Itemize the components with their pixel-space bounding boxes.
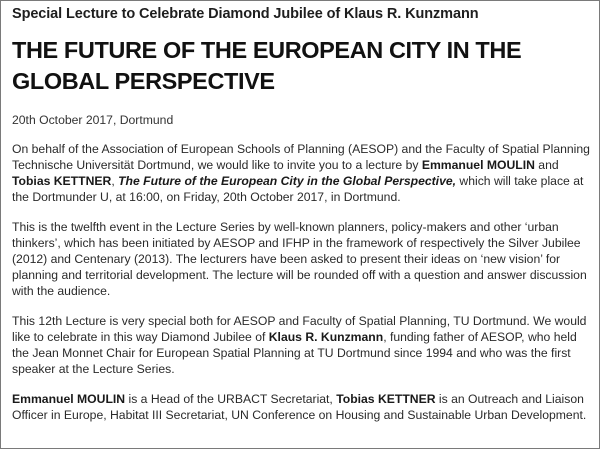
paragraph-text: is a Head of the URBACT Secretariat, [125,392,337,406]
article [12,6,592,423]
speaker-name-moulin: Emmanuel MOULIN [421,158,535,172]
paragraph-text: and [534,158,559,172]
paragraph-text: On behalf of the Association of European Schools of Planning (AESOP) and the Faculty of Spatial Planning Technische Universität Dortmund, we would like to invite you to a lecture by [12,142,590,172]
paragraph-text: which will take place at the Dortmunder U, at 16:00, on Friday, 20th October 2017, in Dortmund. [12,174,584,204]
paragraph-text: , funding father of AESOP, who held the Jean Monnet Chair for European Spatial Planning at TU Dortmund since 1994 and who was the first speaker at the Lecture Series. [12,330,577,376]
speaker-name-kettner: Tobias KETTNER [12,174,112,188]
paragraph-jubilee [12,313,592,377]
article-subheading: Special Lecture to Celebrate Diamond Jubilee of Klaus R. Kunzmann [12,6,479,22]
article-title: THE FUTURE OF THE EUROPEAN CITY IN THE GLOBAL PERSPECTIVE [12,37,522,94]
honoree-name: Klaus R. Kunzmann [268,330,384,344]
speaker-name-moulin: Emmanuel MOULIN [12,392,126,406]
paragraph-speakers [12,391,592,423]
paragraph-invitation [12,141,592,205]
article-dateline: 20th October 2017, Dortmund [12,113,174,127]
paragraph-text: , [111,174,119,188]
paragraph-series: This is the twelfth event in the Lecture Series by well-known planners, policy-makers and other ‘urban thinkers’, which has been initiated by AESOP and IFHP in the framework of respectively the Silver Jubilee (2012) and Centenary (2013). The lecturers have been asked to present their ideas on ‘new vision’ for planning and territorial development. The lecture will be rounded off with a question and answer discussion with the audience. [12,220,587,298]
speaker-name-kettner: Tobias KETTNER [336,392,436,406]
lecture-title: The Future of the European City in the Global Perspective, [118,174,457,188]
paragraph-text: This 12th Lecture is very special both for AESOP and Faculty of Spatial Planning, TU Dortmund. We would like to celebrate in this way Diamond Jubilee of [12,314,587,344]
paragraph-text: is an Outreach and Liaison Officer in Europe, Habitat III Secretariat, UN Conference on Housing and Sustainable Urban Development. [12,392,587,422]
